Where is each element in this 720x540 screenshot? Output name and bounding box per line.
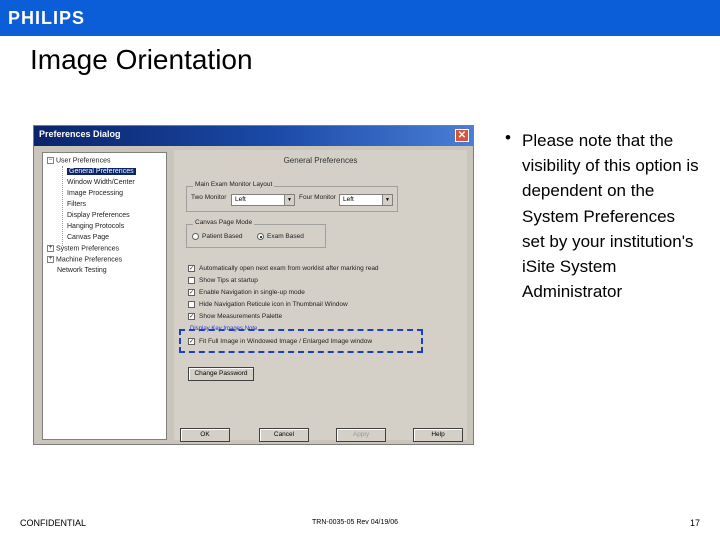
tree-item-display-preferences[interactable]: Display Preferences <box>67 212 130 219</box>
fit-full-image-checkbox[interactable]: ✓ Fit Full Image in Windowed Image / Enlarged Image window <box>189 338 373 346</box>
expand-icon[interactable]: + <box>48 245 53 251</box>
hide-navigation-reticule-checkbox[interactable]: Hide Navigation Reticule icon in Thumbnail Window <box>188 301 348 308</box>
tree-item-filters[interactable]: Filters <box>67 201 87 208</box>
two-monitor-select[interactable]: Left ▼ <box>231 194 295 206</box>
close-icon[interactable]: ✕ <box>455 129 469 142</box>
show-measurements-palette-checkbox[interactable]: ✓ Show Measurements Palette <box>189 313 283 321</box>
change-password-button[interactable]: Change Password <box>188 367 254 381</box>
note-text: Please note that the visibility of this option is dependent on the System Preferences set by your institution's iSite System Administrator <box>522 131 699 302</box>
footer-confidential: CONFIDENTIAL <box>20 518 87 528</box>
pane-title: General Preferences <box>283 156 358 165</box>
tree-item-system-preferences[interactable]: + System Preferences <box>48 245 120 253</box>
brand-bar <box>0 0 720 36</box>
tree-item-network-testing[interactable]: Network Testing <box>57 267 107 274</box>
footer-doc-id: TRN-0035-05 Rev 04/19/06 <box>312 519 398 526</box>
enable-navigation-checkbox[interactable]: ✓ Enable Navigation in single-up mode <box>189 289 305 297</box>
dialog-title: Preferences Dialog <box>39 129 121 139</box>
show-tips-checkbox[interactable]: Show Tips at startup <box>188 277 258 284</box>
slide-title: Image Orientation <box>30 44 253 75</box>
auto-open-next-exam-checkbox[interactable]: ✓ Automatically open next exam from worklist after marking read <box>189 265 379 273</box>
preferences-tree <box>42 152 167 440</box>
footer-page-number: 17 <box>690 518 701 528</box>
exam-based-radio[interactable]: Exam Based <box>257 233 304 240</box>
cancel-button[interactable]: Cancel <box>259 428 309 442</box>
apply-button[interactable]: Apply <box>336 428 386 442</box>
tree-item-machine-preferences[interactable]: + Machine Preferences <box>48 256 123 264</box>
tree-item-canvas-page[interactable]: Canvas Page <box>67 234 110 241</box>
patient-based-radio[interactable]: Patient Based <box>192 233 242 240</box>
monitor-layout-label: Main Exam Monitor Layout <box>195 181 273 188</box>
four-monitor-select[interactable]: Left ▼ <box>339 194 393 206</box>
chevron-down-icon: ▼ <box>284 195 294 205</box>
general-preferences-pane <box>174 150 467 440</box>
collapse-icon[interactable]: − <box>48 157 53 163</box>
four-monitor-label: Four Monitor <box>299 194 336 201</box>
philips-logo: PHILIPS <box>8 8 86 28</box>
help-button[interactable]: Help <box>413 428 463 442</box>
bullet-icon: • <box>505 128 511 147</box>
tree-connector <box>62 166 63 246</box>
tree-item-window-width-center[interactable]: Window Width/Center <box>67 179 135 186</box>
two-monitor-label: Two Monitor <box>191 194 227 201</box>
canvas-page-mode-group <box>186 219 326 248</box>
display-key-images-note: Display Key Images Note <box>190 326 258 332</box>
tree-item-user-preferences[interactable]: − User Preferences <box>48 157 111 165</box>
preferences-dialog <box>33 125 474 445</box>
expand-icon[interactable]: + <box>48 256 53 262</box>
tree-item-image-processing[interactable]: Image Processing <box>67 190 124 197</box>
ok-button[interactable]: OK <box>180 428 230 442</box>
tree-item-general-preferences[interactable]: General Preferences <box>69 168 134 175</box>
highlight-outline <box>179 329 423 353</box>
monitor-layout-group <box>186 181 398 212</box>
dialog-title-bar[interactable] <box>34 126 473 146</box>
tree-item-hanging-protocols[interactable]: Hanging Protocols <box>67 223 125 230</box>
chevron-down-icon: ▼ <box>382 195 392 205</box>
canvas-page-mode-label: Canvas Page Mode <box>195 219 253 226</box>
